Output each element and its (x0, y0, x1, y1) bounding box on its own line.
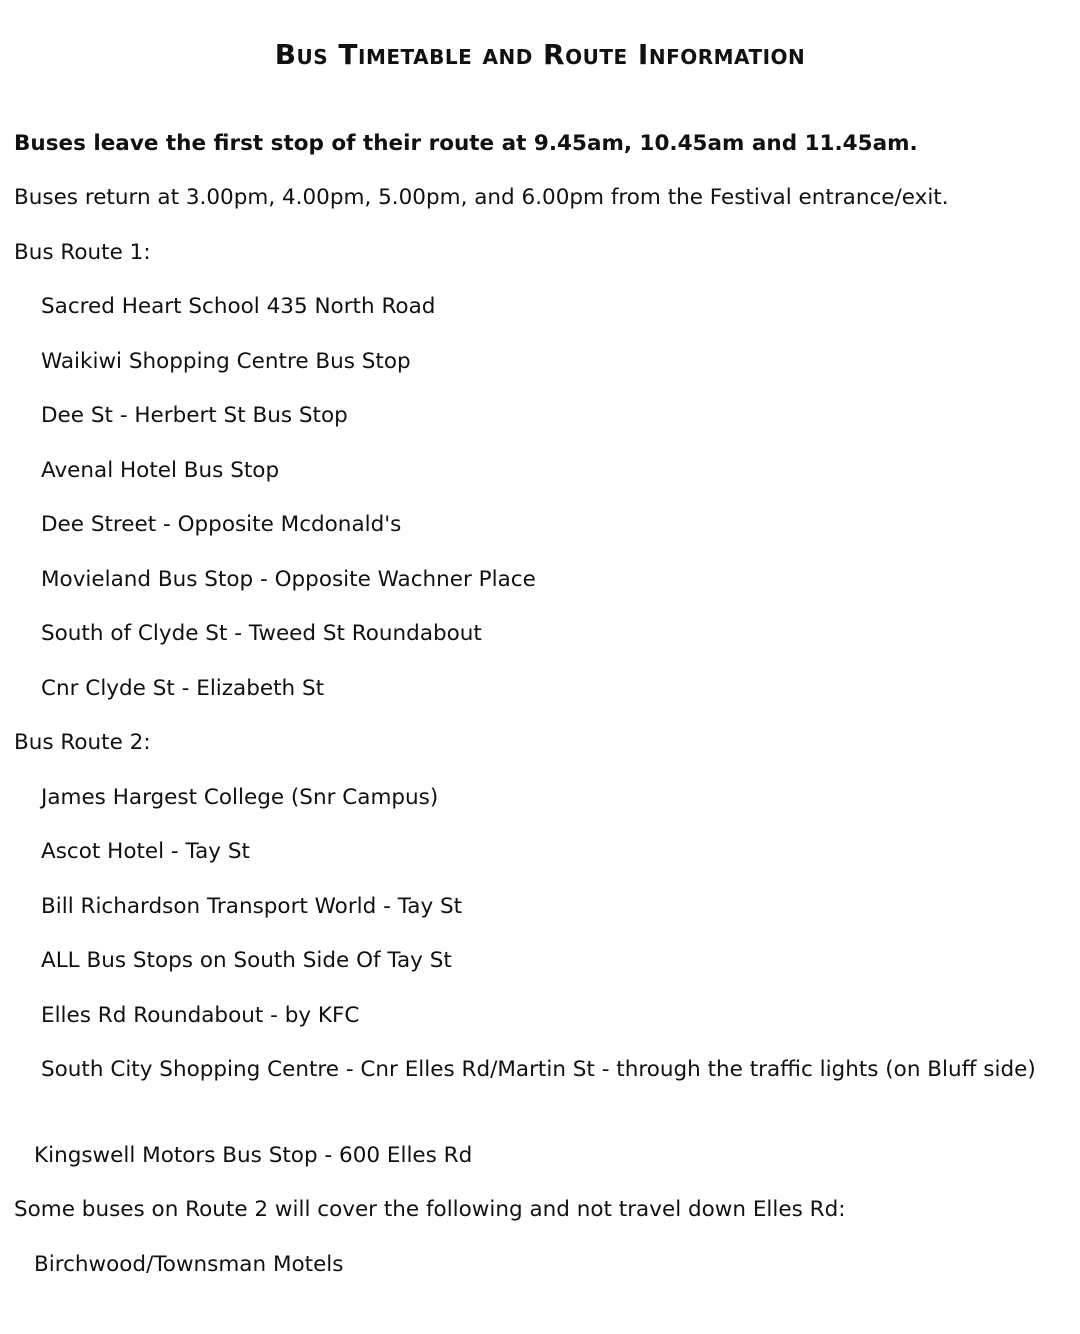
return-times-text: Buses return at 3.00pm, 4.00pm, 5.00pm, and 6.00pm from the Festival entrance/exit. (14, 185, 949, 210)
route-1-stop: South of Clyde St - Tweed St Roundabout (41, 621, 482, 646)
route-2-note: Some buses on Route 2 will cover the following and not travel down Elles Rd: (14, 1197, 846, 1222)
route-2-stop: Ascot Hotel - Tay St (41, 839, 250, 864)
route-1-stop: Dee St - Herbert St Bus Stop (41, 403, 348, 428)
route-1-stop: Waikiwi Shopping Centre Bus Stop (41, 349, 411, 374)
route-1-stop: Avenal Hotel Bus Stop (41, 458, 280, 483)
route-2-alt-stop: Birchwood/Townsman Motels (34, 1252, 344, 1277)
route-2-stop: Kingswell Motors Bus Stop - 600 Elles Rd (34, 1143, 473, 1168)
route-1-stop: Dee Street - Opposite Mcdonald's (41, 512, 402, 537)
route-1-heading: Bus Route 1: (14, 240, 151, 265)
route-1-stop: Cnr Clyde St - Elizabeth St (41, 676, 325, 701)
route-2-heading: Bus Route 2: (14, 730, 151, 755)
page-title: Bus Timetable and Route Information (274, 38, 806, 71)
route-2-stop: South City Shopping Centre - Cnr Elles Rd/Martin St - through the traffic lights (on Bluff side) (41, 1057, 1036, 1082)
route-1-stop: Movieland Bus Stop - Opposite Wachner Place (41, 567, 536, 592)
route-2-stop: James Hargest College (Snr Campus) (41, 785, 439, 810)
route-2-stop: ALL Bus Stops on South Side Of Tay St (41, 948, 452, 973)
route-1-stop: Sacred Heart School 435 North Road (41, 294, 436, 319)
route-2-stop: Elles Rd Roundabout - by KFC (41, 1003, 360, 1028)
route-2-stop: Bill Richardson Transport World - Tay St (41, 894, 463, 919)
departure-times-text: Buses leave the first stop of their route at 9.45am, 10.45am and 11.45am. (14, 131, 918, 156)
